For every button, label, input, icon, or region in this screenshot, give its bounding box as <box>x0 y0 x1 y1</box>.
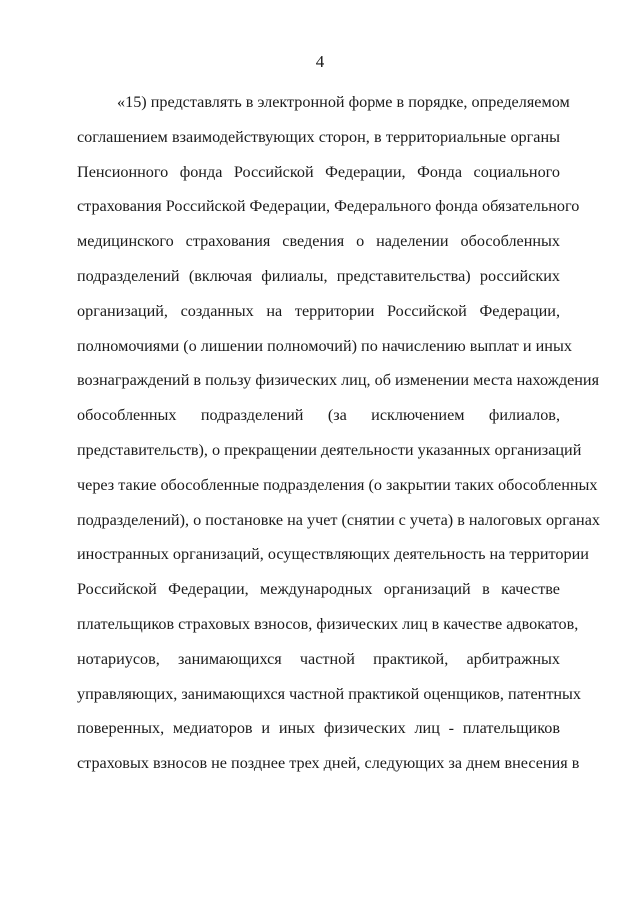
text-line: плательщиков страховых взносов, физических лиц в качестве адвокатов, <box>77 614 579 633</box>
text-line: соглашением взаимодействующих сторон, в территориальные органы <box>77 127 560 146</box>
text-line: обособленных подразделений (за исключением филиалов, <box>77 406 560 425</box>
text-line: поверенных, медиаторов и иных физических лиц - плательщиков <box>77 719 560 738</box>
text-line: Российской Федерации, международных организаций в качестве <box>77 580 560 599</box>
text-line: страховых взносов не позднее трех дней, следующих за днем внесения в <box>77 754 580 773</box>
text-line: через такие обособленные подразделения (о закрытии таких обособленных <box>77 475 598 494</box>
text-line: полномочиями (о лишении полномочий) по начислению выплат и иных <box>77 336 572 355</box>
text-line: нотариусов, занимающихся частной практикой, арбитражных <box>77 649 560 668</box>
text-line: иностранных организаций, осуществляющих деятельность на территории <box>77 545 589 564</box>
document-body <box>77 91 601 787</box>
text-line: подразделений (включая филиалы, представительства) российских <box>77 266 560 285</box>
text-line: подразделений), о постановке на учет (снятии с учета) в налоговых органах <box>77 510 601 529</box>
text-line: представительств), о прекращении деятельности указанных организаций <box>77 440 582 459</box>
text-line: вознаграждений в пользу физических лиц, об изменении места нахождения <box>77 371 600 390</box>
text-line: медицинского страхования сведения о наделении обособленных <box>77 232 560 251</box>
text-line: Пенсионного фонда Российской Федерации, Фонда социального <box>77 162 560 181</box>
text-line: «15) представлять в электронной форме в порядке, определяемом <box>117 93 570 111</box>
text-line: управляющих, занимающихся частной практикой оценщиков, патентных <box>77 684 582 703</box>
text-line: страхования Российской Федерации, Федерального фонда обязательного <box>77 197 580 216</box>
text-line: организаций, созданных на территории Российской Федерации, <box>77 301 560 320</box>
page-number: 4 <box>315 52 325 71</box>
